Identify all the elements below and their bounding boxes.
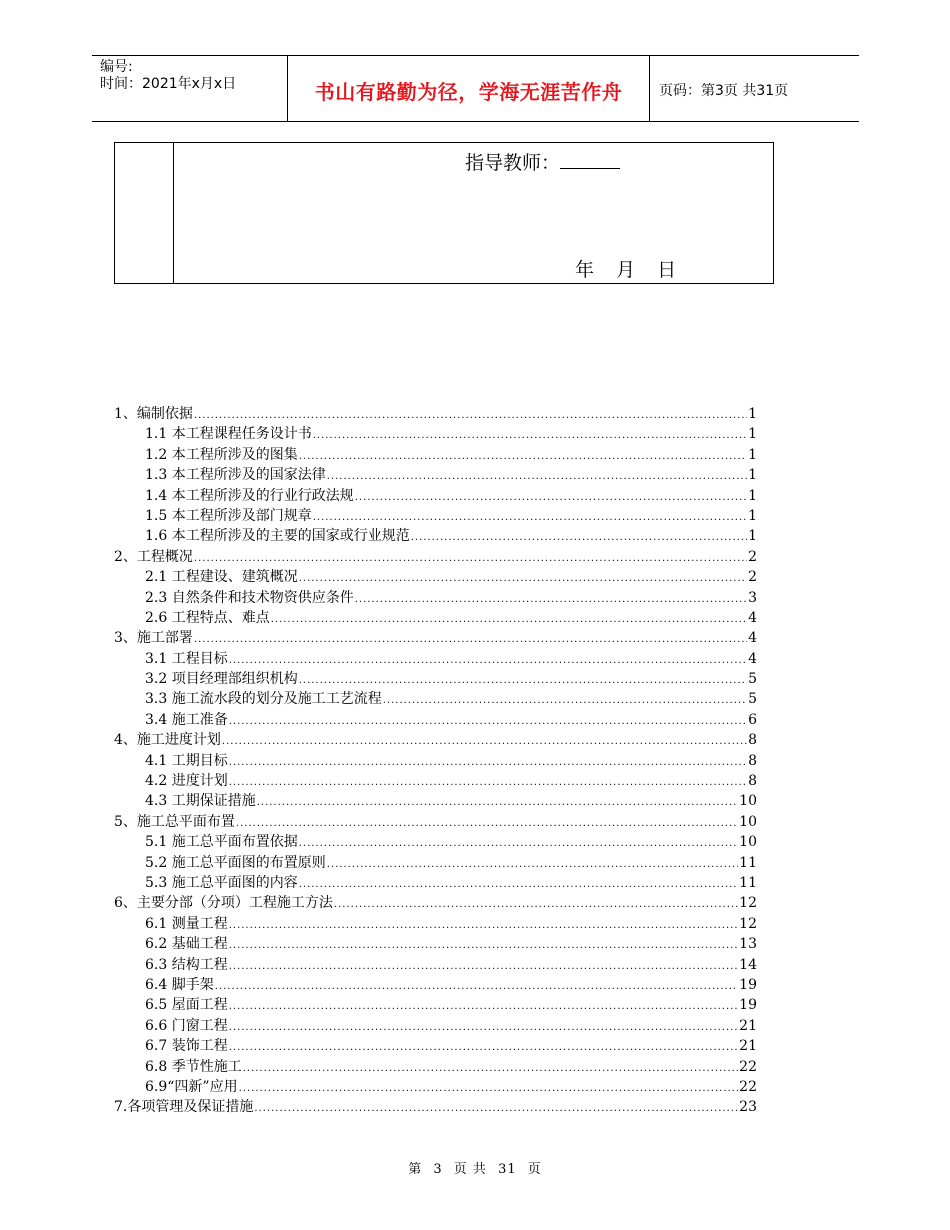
toc-entry-page: 1 bbox=[748, 487, 757, 504]
footer-page-number: 3 bbox=[433, 1162, 443, 1177]
date-day-label: 日 bbox=[657, 259, 677, 281]
toc-entry[interactable] bbox=[114, 486, 757, 506]
toc-entry-title: 4.3 工期保证措施 bbox=[145, 793, 256, 810]
toc-entry-title: 1.2 本工程所涉及的图集 bbox=[145, 446, 298, 463]
toc-entry-title: 5.1 施工总平面布置依据 bbox=[145, 834, 298, 851]
toc-entry-page: 8 bbox=[748, 773, 757, 790]
toc-entry-page: 1 bbox=[748, 507, 757, 524]
toc-entry-page: 4 bbox=[748, 630, 757, 647]
number-label: 编号: bbox=[100, 59, 133, 75]
toc-entry-title: 2、工程概况 bbox=[114, 548, 193, 565]
toc-entry-title: 5.2 施工总平面图的布置原则 bbox=[145, 854, 326, 871]
toc-entry-page: 5 bbox=[748, 691, 757, 708]
toc-leader-dots bbox=[215, 977, 738, 997]
toc-entry-title: 1.6 本工程所涉及的主要的国家或行业规范 bbox=[145, 528, 410, 545]
toc-leader-dots bbox=[313, 508, 747, 528]
toc-entry-title: 1.1 本工程课程任务设计书 bbox=[145, 426, 312, 443]
toc-entry-page: 21 bbox=[739, 1038, 757, 1055]
toc-entry-page: 1 bbox=[748, 446, 757, 463]
page-footer bbox=[0, 1158, 950, 1177]
toc-leader-dots bbox=[313, 426, 747, 446]
toc-leader-dots bbox=[271, 610, 747, 630]
toc-leader-dots bbox=[257, 793, 738, 813]
toc-entry[interactable] bbox=[114, 424, 757, 444]
toc-entry-page: 10 bbox=[739, 813, 757, 830]
toc-entry[interactable] bbox=[114, 669, 757, 689]
toc-entry-page: 19 bbox=[739, 997, 757, 1014]
toc-entry-title: 3.4 施工准备 bbox=[145, 711, 228, 728]
toc-leader-dots bbox=[355, 590, 747, 610]
toc-entry-page: 1 bbox=[748, 467, 757, 484]
toc-leader-dots bbox=[229, 957, 738, 977]
header-divider-right bbox=[649, 55, 650, 121]
toc-leader-dots bbox=[299, 834, 738, 854]
toc-entry[interactable] bbox=[114, 751, 757, 771]
toc-leader-dots bbox=[411, 528, 747, 548]
toc-entry-page: 12 bbox=[739, 895, 757, 912]
toc-entry-page: 21 bbox=[739, 1017, 757, 1034]
toc-entry-page: 2 bbox=[748, 569, 757, 586]
toc-entry[interactable] bbox=[114, 1057, 757, 1077]
toc-entry[interactable] bbox=[114, 1077, 757, 1097]
toc-entry-title: 3.1 工程目标 bbox=[145, 650, 228, 667]
toc-leader-dots bbox=[229, 1018, 738, 1038]
advisor-comment-box bbox=[114, 142, 774, 284]
toc-entry-title: 6.2 基础工程 bbox=[145, 936, 228, 953]
comment-box-divider bbox=[173, 143, 174, 283]
toc-entry[interactable] bbox=[114, 547, 757, 567]
toc-entry-title: 6.4 脚手架 bbox=[145, 976, 214, 993]
toc-entry-page: 1 bbox=[748, 528, 757, 545]
toc-entry[interactable] bbox=[114, 608, 757, 628]
toc-entry-title: 2.1 工程建设、建筑概况 bbox=[145, 569, 298, 586]
toc-entry[interactable] bbox=[114, 588, 757, 608]
toc-leader-dots bbox=[229, 916, 738, 936]
toc-entry-page: 11 bbox=[739, 874, 757, 891]
advisor-label: 指导教师： bbox=[465, 152, 561, 174]
toc-leader-dots bbox=[299, 569, 747, 589]
toc-leader-dots bbox=[299, 447, 747, 467]
header-bottom-rule bbox=[92, 121, 859, 122]
advisor-signature-blank[interactable] bbox=[560, 151, 620, 169]
toc-leader-dots bbox=[229, 651, 747, 671]
toc-entry-title: 2.6 工程特点、难点 bbox=[145, 609, 270, 626]
header-meta bbox=[100, 59, 236, 93]
toc-entry[interactable] bbox=[114, 710, 757, 730]
footer-total-pages: 31 bbox=[498, 1162, 517, 1177]
toc-entry-page: 13 bbox=[739, 936, 757, 953]
toc-entry-page: 11 bbox=[739, 854, 757, 871]
toc-entry[interactable] bbox=[114, 567, 757, 587]
toc-entry-title: 6.7 装饰工程 bbox=[145, 1038, 228, 1055]
toc-entry[interactable] bbox=[114, 873, 757, 893]
toc-entry[interactable] bbox=[114, 730, 757, 750]
date-month-label: 月 bbox=[616, 259, 636, 281]
toc-entry-page: 3 bbox=[748, 589, 757, 606]
toc-entry-title: 5、施工总平面布置 bbox=[114, 813, 235, 830]
toc-leader-dots bbox=[299, 671, 747, 691]
toc-entry-title: 2.3 自然条件和技术物资供应条件 bbox=[145, 589, 354, 606]
date-year-label: 年 bbox=[575, 259, 595, 281]
toc-entry-title: 1.3 本工程所涉及的国家法律 bbox=[145, 467, 326, 484]
toc-entry[interactable] bbox=[114, 955, 757, 975]
footer-mid: 页 共 bbox=[453, 1162, 487, 1177]
toc-entry-title: 6.1 测量工程 bbox=[145, 915, 228, 932]
toc-entry-page: 1 bbox=[748, 426, 757, 443]
toc-entry-page: 10 bbox=[739, 793, 757, 810]
toc-entry[interactable] bbox=[114, 914, 757, 934]
toc-entry-page: 22 bbox=[739, 1058, 757, 1075]
toc-leader-dots bbox=[327, 855, 738, 875]
header-motto: 书山有路勤为径，学海无涯苦作舟 bbox=[314, 80, 623, 104]
toc-entry[interactable] bbox=[114, 995, 757, 1015]
toc-entry-page: 4 bbox=[748, 650, 757, 667]
toc-entry-title: 6.3 结构工程 bbox=[145, 956, 228, 973]
toc-entry-page: 23 bbox=[739, 1099, 757, 1116]
toc-entry-page: 6 bbox=[748, 711, 757, 728]
toc-leader-dots bbox=[194, 630, 747, 650]
toc-leader-dots bbox=[239, 1079, 739, 1099]
toc-leader-dots bbox=[194, 406, 747, 426]
toc-leader-dots bbox=[355, 488, 747, 508]
toc-entry[interactable] bbox=[114, 689, 757, 709]
header-page-info: 页码：第3页 共31页 bbox=[659, 83, 789, 99]
toc-entry-page: 8 bbox=[748, 752, 757, 769]
header-top-rule bbox=[92, 55, 859, 56]
toc-entry[interactable] bbox=[114, 1016, 757, 1036]
toc-entry-title: 3、施工部署 bbox=[114, 630, 193, 647]
toc-leader-dots bbox=[334, 895, 738, 915]
toc-entry-page: 22 bbox=[739, 1078, 757, 1095]
toc-entry[interactable] bbox=[114, 628, 757, 648]
toc-entry[interactable] bbox=[114, 404, 757, 424]
toc-entry-title: 4.1 工期目标 bbox=[145, 752, 228, 769]
toc-leader-dots bbox=[229, 712, 747, 732]
toc-entry-title: 6.8 季节性施工 bbox=[145, 1058, 242, 1075]
toc-entry-title: 7.各项管理及保证措施 bbox=[114, 1099, 254, 1116]
toc-entry-title: 6、主要分部（分项）工程施工方法 bbox=[114, 895, 333, 912]
toc-entry[interactable] bbox=[114, 893, 757, 913]
toc-entry-page: 14 bbox=[739, 956, 757, 973]
toc-entry[interactable] bbox=[114, 526, 757, 546]
toc-entry-page: 4 bbox=[748, 609, 757, 626]
toc-leader-dots bbox=[254, 1099, 738, 1119]
toc-entry-page: 12 bbox=[739, 915, 757, 932]
toc-entry[interactable] bbox=[114, 934, 757, 954]
toc-entry-title: 6.6 门窗工程 bbox=[145, 1017, 228, 1034]
toc-leader-dots bbox=[229, 936, 738, 956]
toc-leader-dots bbox=[194, 549, 747, 569]
toc-entry-page: 19 bbox=[739, 976, 757, 993]
toc-leader-dots bbox=[229, 753, 747, 773]
toc-entry[interactable] bbox=[114, 649, 757, 669]
toc-leader-dots bbox=[229, 773, 747, 793]
toc-entry-page: 5 bbox=[748, 671, 757, 688]
time-label: 时间：2021年x月x日 bbox=[100, 76, 237, 92]
footer-prefix: 第 bbox=[408, 1162, 423, 1177]
toc-entry-title: 4.2 进度计划 bbox=[145, 773, 228, 790]
toc-entry[interactable] bbox=[114, 791, 757, 811]
toc-entry[interactable] bbox=[114, 465, 757, 485]
toc-entry[interactable] bbox=[114, 506, 757, 526]
toc-entry-page: 8 bbox=[748, 732, 757, 749]
toc-entry-title: 1.5 本工程所涉及部门规章 bbox=[145, 507, 312, 524]
toc-entry[interactable] bbox=[114, 1097, 757, 1117]
toc-leader-dots bbox=[327, 467, 747, 487]
toc-entry[interactable] bbox=[114, 445, 757, 465]
toc-entry[interactable] bbox=[114, 832, 757, 852]
toc-entry-title: 4、施工进度计划 bbox=[114, 732, 221, 749]
toc-entry-title: 3.3 施工流水段的划分及施工工艺流程 bbox=[145, 691, 382, 708]
toc-entry[interactable] bbox=[114, 853, 757, 873]
toc-leader-dots bbox=[229, 1038, 738, 1058]
toc-entry-page: 2 bbox=[748, 548, 757, 565]
toc-leader-dots bbox=[383, 691, 747, 711]
table-of-contents bbox=[114, 404, 757, 1118]
toc-entry-title: 6.5 屋面工程 bbox=[145, 997, 228, 1014]
toc-entry-page: 10 bbox=[739, 834, 757, 851]
toc-entry-title: 5.3 施工总平面图的内容 bbox=[145, 874, 298, 891]
toc-entry[interactable] bbox=[114, 812, 757, 832]
toc-entry-title: 6.9“四新”应用 bbox=[145, 1078, 238, 1095]
toc-entry[interactable] bbox=[114, 1036, 757, 1056]
toc-leader-dots bbox=[299, 875, 738, 895]
footer-suffix: 页 bbox=[527, 1162, 542, 1177]
toc-entry[interactable] bbox=[114, 771, 757, 791]
toc-leader-dots bbox=[236, 814, 738, 834]
toc-entry[interactable] bbox=[114, 975, 757, 995]
toc-leader-dots bbox=[229, 997, 738, 1017]
toc-leader-dots bbox=[222, 732, 747, 752]
toc-entry-title: 1、编制依据 bbox=[114, 406, 193, 422]
toc-entry-title: 3.2 项目经理部组织机构 bbox=[145, 671, 298, 688]
toc-entry-title: 1.4 本工程所涉及的行业行政法规 bbox=[145, 487, 354, 504]
signature-date bbox=[575, 255, 692, 282]
toc-entry-page: 1 bbox=[748, 406, 757, 422]
advisor-signature bbox=[465, 148, 620, 175]
toc-leader-dots bbox=[243, 1059, 738, 1079]
